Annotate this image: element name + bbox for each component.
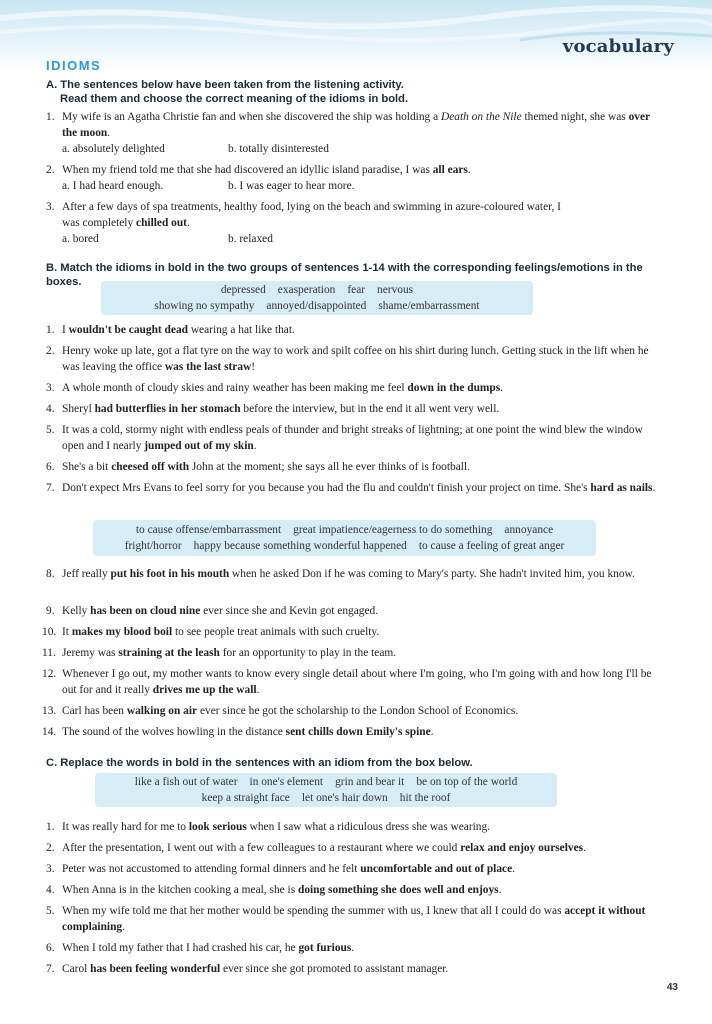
text-part: .	[186, 217, 190, 229]
idiom-bold: sent chills down Emily's spine	[285, 726, 431, 738]
text-part: A whole month of cloudy skies and rainy weather has been making me feel	[62, 382, 408, 394]
text-part: before the interview, but in the end it all went very well.	[240, 403, 500, 415]
sentence-text	[62, 459, 656, 475]
section-c-sentence-1	[46, 819, 656, 835]
sentence-number: 5.	[46, 424, 55, 436]
idiom-bold: straining at the leash	[118, 647, 220, 659]
text-part: John at the moment; she says all he ever thinks of is football.	[189, 461, 470, 473]
question-number: 1.	[46, 111, 55, 123]
idiom-bold: has been on cloud nine	[90, 605, 201, 617]
sentence-text	[62, 666, 656, 698]
question-text	[62, 162, 656, 178]
box-idiom: hit the roof	[399, 792, 451, 804]
section-b-sentence-8	[46, 566, 656, 582]
text-part: When Anna is in the kitchen cooking a meal, she is	[62, 884, 298, 896]
phrase-bold: accept it without complaining	[62, 905, 646, 933]
page-heading: IDIOMS	[46, 58, 102, 73]
idiom-bold: hard as nails	[590, 482, 653, 494]
section-c-sentence-7	[46, 961, 656, 977]
sentence-text	[62, 882, 656, 898]
box-term: exasperation	[277, 284, 336, 296]
section-tab-label: vocabulary	[562, 36, 674, 57]
box-idiom: grin and bear it	[335, 776, 405, 788]
sentence-text	[62, 566, 656, 582]
option-a[interactable]: a. absolutely delighted	[62, 143, 165, 155]
text-part: .	[253, 440, 257, 452]
sentence-text	[62, 480, 656, 496]
text-part: wearing a hat like that.	[187, 324, 295, 336]
sentence-number: 6.	[46, 461, 55, 473]
box-term: nervous	[377, 284, 414, 296]
text-part: ever since he got the scholarship to the London School of Economics.	[197, 705, 519, 717]
box-term: to cause offense/embarrassment	[135, 524, 282, 536]
section-b-sentence-12	[42, 666, 656, 698]
text-part: Carl has been	[62, 705, 127, 717]
sentence-text	[62, 703, 656, 719]
question-text	[62, 109, 656, 141]
section-a-title-line2: Read them and choose the correct meaning of the idioms in bold.	[60, 93, 409, 105]
section-c-sentence-5	[46, 903, 656, 935]
italic-title: Death on the Nile	[440, 111, 522, 123]
sentence-number: 4.	[46, 884, 55, 896]
box-term: fright/horror	[124, 540, 182, 552]
text-part: ever since she got promoted to assistant manager.	[220, 963, 449, 975]
sentence-text	[62, 724, 656, 740]
sentence-number: 3.	[46, 382, 55, 394]
text-part: when he asked Don if he was coming to Mary's party. She hadn't invited him, you know.	[229, 568, 635, 580]
wave-decoration	[0, 0, 712, 70]
text-part: ever since she and Kevin got engaged.	[200, 605, 379, 617]
text-part: Don't expect Mrs Evans to feel sorry for you because you had the flu and couldn't finish your project on time. She's	[62, 482, 591, 494]
box-term: to cause a feeling of great anger	[418, 540, 565, 552]
section-a-question-1	[46, 109, 656, 141]
question-number: 2.	[46, 164, 55, 176]
section-c-sentence-4	[46, 882, 656, 898]
section-b-sentence-4	[46, 401, 656, 417]
sentence-text	[62, 961, 656, 977]
option-b[interactable]: b. relaxed	[228, 233, 273, 245]
phrase-bold: uncomfortable and out of place	[360, 863, 513, 875]
box-term: annoyed/disappointed	[266, 300, 367, 312]
text-part: It was really hard for me to	[62, 821, 189, 833]
option-a[interactable]: a. I had heard enough.	[62, 180, 164, 192]
text-part: .	[430, 726, 434, 738]
text-part: .	[652, 482, 656, 494]
sentence-number: 7.	[46, 963, 55, 975]
section-c-title: C. Replace the words in bold in the sentences with an idiom from the box below.	[46, 757, 473, 769]
section-b-sentence-5	[46, 422, 656, 454]
text-part: .	[467, 164, 471, 176]
sentence-text	[62, 380, 656, 396]
section-b-sentence-6	[46, 459, 656, 475]
option-b[interactable]: b. I was eager to hear more.	[228, 180, 355, 192]
sentence-text	[62, 624, 656, 640]
idiom-bold: cheesed off with	[111, 461, 190, 473]
sentence-text	[62, 603, 656, 619]
section-b-sentence-10	[42, 624, 656, 640]
idiom-bold: had butterflies in her stomach	[94, 403, 241, 415]
text-part: It was a cold, stormy night with endless peals of thunder and bright streaks of lightning; at one point the wind blew the window open and I nearly	[62, 424, 643, 452]
feelings-box-2	[93, 520, 596, 556]
question-text	[62, 199, 562, 231]
text-part: .	[583, 842, 586, 854]
feelings-box-1	[101, 281, 533, 315]
section-b-sentence-3	[46, 380, 656, 396]
box-term: happy because something wonderful happened	[193, 540, 407, 552]
text-part: .	[107, 127, 111, 139]
sentence-number: 10.	[42, 626, 57, 638]
text-part: Kelly	[62, 605, 91, 617]
phrase-bold: got furious	[298, 942, 352, 954]
idiom-bold: was the last straw	[164, 361, 252, 373]
text-part: She's a bit	[62, 461, 112, 473]
phrase-bold: doing something she does well and enjoys	[297, 884, 499, 896]
sentence-number: 8.	[46, 568, 55, 580]
text-part: Henry woke up late, got a flat tyre on the way to work and spilt coffee on his shirt during lunch. Getting stuck in the lift when he was leaving the office	[62, 345, 649, 373]
sentence-number: 12.	[42, 668, 57, 680]
option-a[interactable]: a. bored	[62, 233, 99, 245]
sentence-text	[62, 343, 656, 375]
text-part: to see people treat animals with such cruelty.	[172, 626, 380, 638]
sentence-number: 9.	[46, 605, 55, 617]
sentence-number: 11.	[42, 647, 56, 659]
box-idiom: be on top of the world	[416, 776, 518, 788]
text-part: When my wife told me that her mother would be spending the summer with us, I knew that all I could do was	[62, 905, 565, 917]
text-part: Jeff really	[62, 568, 111, 580]
section-b-sentence-9	[46, 603, 656, 619]
section-a-question-3	[46, 199, 656, 231]
sentence-number: 6.	[46, 942, 55, 954]
idiom-bold: over the moon	[62, 111, 650, 139]
text-part: .	[512, 863, 516, 875]
text-part: It	[62, 626, 72, 638]
idiom-bold: all ears	[432, 164, 468, 176]
page-number: 43	[666, 982, 678, 993]
sentence-text	[62, 861, 656, 877]
sentence-number: 1.	[46, 324, 55, 336]
option-b[interactable]: b. totally disinterested	[228, 143, 329, 155]
box-idiom: keep a straight face	[201, 792, 290, 804]
sentence-text	[62, 645, 656, 661]
section-c-sentence-3	[46, 861, 656, 877]
box-idiom: let one's hair down	[301, 792, 388, 804]
text-part: Whenever I go out, my mother wants to know every single detail about where I'm going, who I'm going with and how long I'll be out for and it really	[62, 668, 652, 696]
text-part: Jeremy was	[62, 647, 119, 659]
text-part: When my friend told me that she had discovered an idyllic island paradise, I was	[62, 164, 433, 176]
sentence-number: 3.	[46, 863, 55, 875]
text-part: .	[498, 884, 502, 896]
idiom-bold: makes my blood boil	[71, 626, 173, 638]
section-a-title	[46, 78, 408, 106]
box-term: great impatience/eagerness to do something	[293, 524, 493, 536]
text-part: The sound of the wolves howling in the distance	[62, 726, 286, 738]
sentence-text	[62, 422, 656, 454]
text-part: .	[351, 942, 355, 954]
text-part: for an opportunity to play in the team.	[219, 647, 397, 659]
box-term: shame/embarrassment	[378, 300, 480, 312]
text-part: Sheryl	[62, 403, 95, 415]
sentence-number: 4.	[46, 403, 55, 415]
sentence-number: 2.	[46, 345, 55, 357]
box-term: annoyance	[504, 524, 554, 536]
sentence-number: 14.	[42, 726, 57, 738]
idiom-bold: down in the dumps	[407, 382, 501, 394]
box-term: depressed	[220, 284, 266, 296]
sentence-text	[62, 840, 656, 856]
section-b-sentence-13	[42, 703, 656, 719]
sentence-number: 13.	[42, 705, 57, 717]
question-number: 3.	[46, 201, 55, 213]
box-idiom: in one's element	[249, 776, 324, 788]
phrase-bold: has been feeling wonderful	[90, 963, 221, 975]
section-b-sentence-7	[46, 480, 656, 496]
section-c-sentence-2	[46, 840, 656, 856]
section-a-title-line1: A. The sentences below have been taken from the listening activity.	[46, 79, 404, 91]
sentence-text	[62, 819, 656, 835]
section-a-question-2	[46, 162, 656, 178]
sentence-number: 2.	[46, 842, 55, 854]
idiom-bold: drives me up the wall	[152, 684, 257, 696]
header-banner	[0, 0, 712, 70]
idiom-bold: chilled out	[136, 217, 187, 229]
sentence-number: 5.	[46, 905, 55, 917]
idiom-bold: walking on air	[126, 705, 198, 717]
text-part: themed night, she was	[521, 111, 629, 123]
phrase-bold: relax and enjoy ourselves	[460, 842, 584, 854]
sentence-text	[62, 401, 656, 417]
text-part: After the presentation, I went out with a few colleagues to a restaurant where we could	[62, 842, 461, 854]
sentence-number: 7.	[46, 482, 55, 494]
text-part: when I saw what a ridiculous dress she was wearing.	[246, 821, 491, 833]
section-b-sentence-14	[42, 724, 656, 740]
section-b-sentence-2	[46, 343, 656, 375]
idiom-bold: jumped out of my skin	[144, 440, 254, 452]
section-b-title: B. Match the idioms in bold in the two groups of sentences 1-14 with the corresponding feelings/emotions in the boxes.	[46, 262, 643, 288]
section-c-sentence-6	[46, 940, 656, 956]
text-part: .	[500, 382, 504, 394]
text-part: .	[122, 921, 125, 933]
section-b-sentence-11	[42, 645, 656, 661]
text-part: After a few days of spa treatments, healthy food, lying on the beach and swimming in azure-coloured water, I was completely	[62, 201, 561, 229]
text-part: When I told my father that I had crashed his car, he	[62, 942, 299, 954]
idiom-bold: wouldn't be caught dead	[68, 324, 188, 336]
sentence-text	[62, 322, 656, 338]
text-part: My wife is an Agatha Christie fan and when she discovered the ship was holding a	[62, 111, 441, 123]
text-part: Peter was not accustomed to attending formal dinners and he felt	[62, 863, 361, 875]
box-term: showing no sympathy	[154, 300, 255, 312]
box-term: fear	[347, 284, 366, 296]
phrase-bold: look serious	[188, 821, 247, 833]
text-part: .	[256, 684, 260, 696]
sentence-text	[62, 903, 656, 935]
text-part: Carol	[62, 963, 91, 975]
idiom-bold: put his foot in his mouth	[110, 568, 230, 580]
text-part: !	[251, 361, 256, 373]
sentence-text	[62, 940, 656, 956]
sentence-number: 1.	[46, 821, 55, 833]
idioms-box	[95, 773, 557, 807]
section-b-sentence-1	[46, 322, 656, 338]
text-part: I	[62, 324, 69, 336]
box-idiom: like a fish out of water	[134, 776, 238, 788]
